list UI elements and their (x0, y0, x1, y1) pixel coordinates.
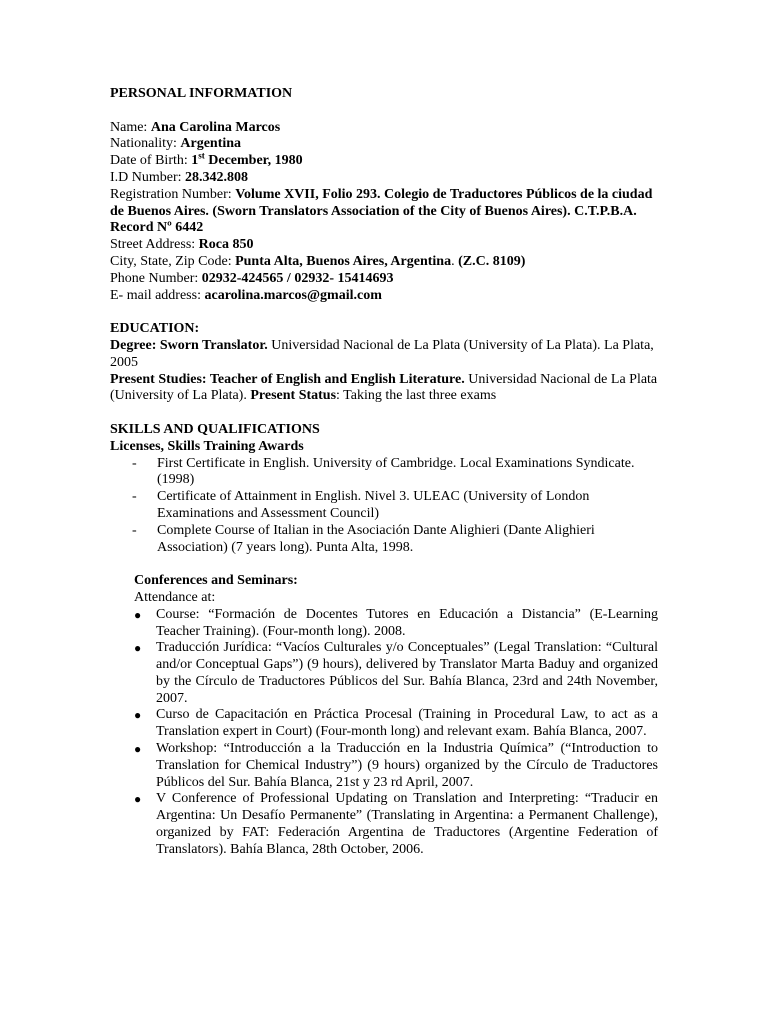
list-item: - First Certificate in English. University of Cambridge. Local Examinations Syndicate. (1998) (132, 455, 635, 488)
conferences-section (134, 573, 658, 859)
city-value: Punta Alta, Buenos Aires, Argentina (235, 253, 452, 269)
list-item: - Certificate of Attainment in English. Nivel 3. ULEAC (University of London Examinations and Assessment Council) (132, 489, 590, 521)
registration-line (110, 187, 662, 237)
nationality-value: Argentina (180, 136, 242, 152)
list-item: - Complete Course of Italian in the Asociación Dante Alighieri (Dante Alighieri Association) (7 years long). Punta Alta, 1998. (132, 522, 595, 555)
degree-line (110, 338, 662, 372)
bullet-icon: ● (134, 742, 142, 757)
dob-label: Date of Birth: (110, 153, 192, 169)
conferences-heading: Conferences and Seminars: (134, 573, 298, 589)
dob-value: 1st December, 1980 (191, 150, 303, 169)
studies-line (110, 372, 662, 406)
name-line (110, 120, 662, 137)
list-item: ● Curso de Capacitación en Práctica Procesal (Training in Procedural Law, to act as a Translation expert in Court) (Four-month long) and relevant exam. Bahía Blanca, 2007. (134, 707, 658, 740)
list-item: ● Course: “Formación de Docentes Tutores en Educación a Distancia” (E-Learning Teacher Training). (Four-month long). 2008. (134, 606, 658, 639)
registration-label: Registration Number: (110, 186, 236, 202)
phone-label: Phone Number: (110, 270, 202, 286)
dash-marker: - (132, 455, 137, 471)
status-label: Present Status (250, 388, 337, 404)
bullet-icon: ● (134, 607, 142, 622)
list-item: ● V Conference of Professional Updating on Translation and Interpreting: “Traducir en Argentina: Un Desafío Permanente” (Translating in Argentina: a Permanent Challenge), organized by FAT: Federación Argentina de Traductores (Argentine Federation of Translators). Bahía Blanca, 28th October, 2006. (134, 791, 658, 857)
email-value: acarolina.marcos@gmail.com (204, 287, 382, 303)
street-value: Roca 850 (198, 237, 254, 253)
dash-marker: - (132, 489, 137, 505)
name-label: Name: (110, 119, 151, 135)
education-heading: EDUCATION: (110, 321, 200, 337)
email-label: E- mail address: (110, 287, 205, 303)
bullet-icon: ● (134, 641, 142, 656)
skills-list (110, 456, 662, 557)
bullet-icon: ● (134, 708, 142, 723)
id-value: 28.342.808 (185, 169, 249, 185)
list-item: ● Traducción Jurídica: “Vacíos Culturales y/o Conceptuales” (Legal Translation: “Cultural and/or Conceptual Gaps”) (9 hours), delivered by Translator Marta Baduy and organized by the Círculo de Traductores Públicos del Sur. Bahía Blanca, 23rd and 24th November, 2007. (134, 640, 658, 706)
bullet-icon: ● (134, 792, 142, 807)
skills-subheading: Licenses, Skills Training Awards (110, 438, 304, 454)
conferences-list (134, 607, 658, 859)
street-label: Street Address: (110, 237, 199, 253)
personal-heading: PERSONAL INFORMATION (110, 86, 293, 101)
registration-value: Volume XVII, Folio 293. Colegio de Traductores Públicos de la ciudad de Buenos Aires. (Sworn Translators Association of the City of Buenos Aires). C.T.P.B.A. Record Nº 6442 (110, 186, 653, 236)
phone-value: 02932-424565 / 02932- 15414693 (201, 270, 394, 286)
nationality-line (110, 136, 662, 153)
dash-marker: - (132, 522, 137, 538)
city-line: City, State, Zip Code: Punta Alta, Buenos Aires, Argentina. (Z.C. 8109) (110, 253, 526, 269)
skills-heading: SKILLS AND QUALIFICATIONS (110, 421, 320, 437)
studies-label: Present Studies: Teacher of English and English Literature. (110, 371, 465, 387)
name-value: Ana Carolina Marcos (150, 119, 281, 135)
studies-text: Universidad Nacional de La Plata (University of La Plata). (110, 371, 658, 404)
list-item: ● Workshop: “Introducción a la Traducción en la Industria Química” (“Introduction to Translation for Chemical Industry”) (9 hours) organized by the Círculo de Traductores Públicos del Sur. Bahía Blanca, 21st y 23 rd April, 2007. (134, 741, 658, 790)
email-line (110, 288, 662, 305)
resume-content (110, 86, 662, 859)
dob-line (110, 150, 662, 170)
degree-label: Degree: Sworn Translator. (110, 337, 268, 353)
zip-value: (Z.C. 8109) (458, 253, 526, 269)
conferences-intro: Attendance at: (134, 589, 216, 605)
city-label: City, State, Zip Code: (110, 253, 236, 269)
degree-text: Universidad Nacional de La Plata (University of La Plata). La Plata, 2005 (110, 337, 654, 370)
id-label: I.D Number: (110, 169, 186, 185)
phone-line (110, 271, 662, 288)
status-text: : Taking the last three exams (336, 388, 497, 404)
id-line (110, 170, 662, 187)
street-line (110, 237, 662, 254)
nationality-label: Nationality: (110, 136, 181, 152)
